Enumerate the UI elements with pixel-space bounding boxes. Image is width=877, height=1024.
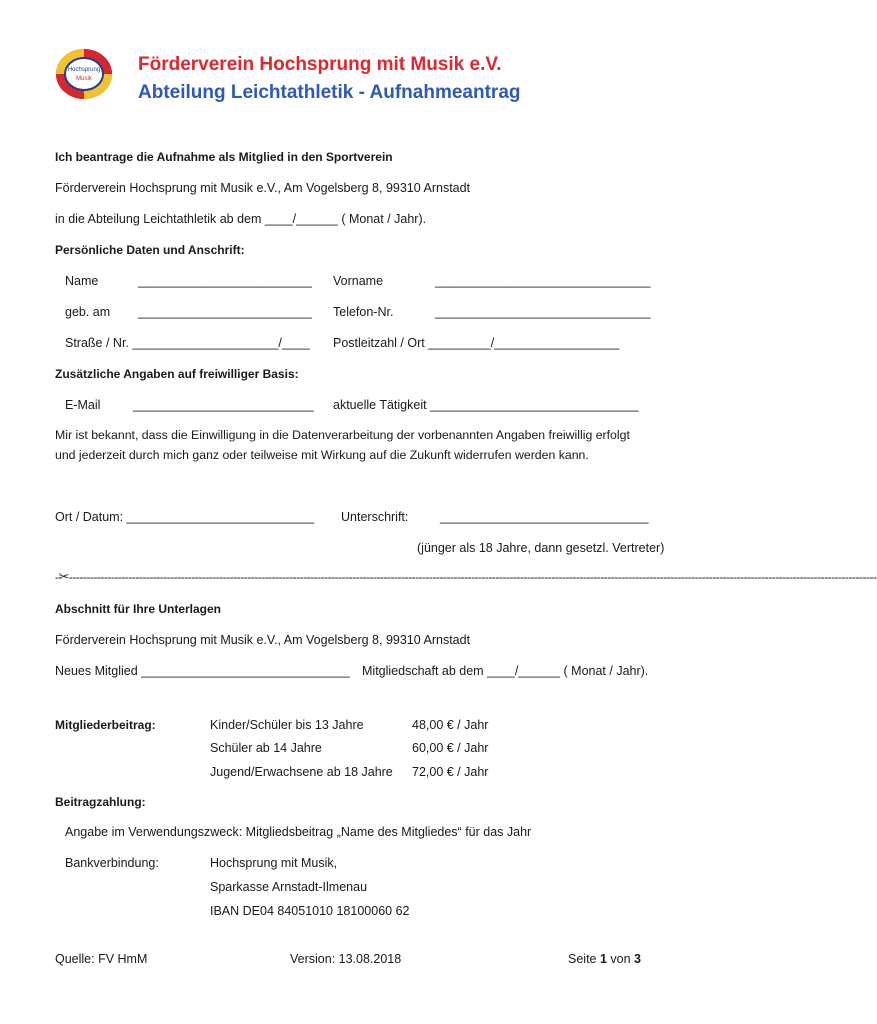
unterschrift-field[interactable]: ______________________________: [440, 510, 649, 524]
fee-amount-1: 48,00 € / Jahr: [412, 718, 489, 732]
title-form: Abteilung Leichtathletik - Aufnahmeantrag: [138, 82, 521, 103]
consent-line-1: Mir ist bekannt, dass die Einwilligung in die Datenverarbeitung der vorbenannten Angaben freiwillig erfolgt: [55, 428, 630, 442]
bank-iban: IBAN DE04 84051010 18100060 62: [210, 904, 410, 918]
title-club: Förderverein Hochsprung mit Musik e.V.: [138, 54, 502, 75]
cut-line-dashes: ---------------------------------------------------------------------------------------------------------------------------------------------------------------------------------------------------------------------------------------: [68, 570, 877, 584]
name-label: Name: [65, 274, 99, 288]
page-current: 1: [599, 952, 607, 966]
page-prefix: Seite: [568, 952, 600, 966]
fee-group-2: Schüler ab 14 Jahre: [210, 741, 322, 755]
page-total: 3: [634, 952, 641, 966]
telefon-field[interactable]: _______________________________: [435, 305, 651, 319]
logo-text-bottom: Musik: [76, 76, 92, 82]
fee-group-3: Jugend/Erwachsene ab 18 Jahre: [210, 765, 393, 779]
section2-club-address: Förderverein Hochsprung mit Musik e.V., Am Vogelsberg 8, 99310 Arnstadt: [55, 633, 471, 647]
unterschrift-label: Unterschrift:: [341, 510, 409, 524]
payment-purpose: Angabe im Verwendungszweck: Mitgliedsbeitrag „Name des Mitgliedes“ für das Jahr: [65, 825, 532, 839]
scissors-icon: ✂: [58, 570, 69, 585]
fee-amount-2: 60,00 € / Jahr: [412, 741, 489, 755]
payment-heading: Beitragzahlung:: [55, 795, 146, 809]
bank-line-2: Sparkasse Arnstadt-Ilmenau: [210, 880, 368, 894]
start-date-line[interactable]: in die Abteilung Leichtathletik ab dem ____/______ ( Monat / Jahr).: [55, 212, 427, 226]
logo-text-top: Hochsprung: [67, 67, 101, 73]
cut-line-prefix: -: [55, 570, 59, 584]
club-logo: [55, 48, 113, 100]
footer-version: Version: 13.08.2018: [290, 952, 402, 966]
geb-field[interactable]: _________________________: [138, 305, 312, 319]
application-heading: Ich beantrage die Aufnahme als Mitglied in den Sportverein: [55, 150, 393, 164]
cut-line: [55, 570, 877, 585]
ort-datum-field[interactable]: Ort / Datum: ___________________________: [55, 510, 315, 524]
email-label: E-Mail: [65, 398, 101, 412]
personal-heading: Persönliche Daten und Anschrift:: [55, 243, 245, 257]
consent-line-2: und jederzeit durch mich ganz oder teilweise mit Wirkung auf die Zukunft widerrufen werden kann.: [55, 448, 589, 462]
email-field[interactable]: __________________________: [133, 398, 314, 412]
footer-source: Quelle: FV HmM: [55, 952, 148, 966]
additional-heading: Zusätzliche Angaben auf freiwilliger Basis:: [55, 367, 299, 381]
taetigkeit-field[interactable]: aktuelle Tätigkeit ______________________________: [333, 398, 639, 412]
telefon-label: Telefon-Nr.: [333, 305, 394, 319]
name-field[interactable]: _________________________: [138, 274, 312, 288]
mitgliedschaft-field[interactable]: Mitgliedschaft ab dem ____/______ ( Monat / Jahr).: [362, 664, 649, 678]
neues-mitglied-field[interactable]: Neues Mitglied ______________________________: [55, 664, 350, 678]
vorname-field[interactable]: _______________________________: [435, 274, 651, 288]
bank-label: Bankverbindung:: [65, 856, 159, 870]
page-mid: von: [606, 952, 635, 966]
strasse-field[interactable]: Straße / Nr. _____________________/____: [65, 336, 310, 350]
plz-ort-field[interactable]: Postleitzahl / Ort _________/__________________: [333, 336, 620, 350]
bank-line-1: Hochsprung mit Musik,: [210, 856, 338, 870]
club-address: Förderverein Hochsprung mit Musik e.V., Am Vogelsberg 8, 99310 Arnstadt: [55, 181, 471, 195]
geb-label: geb. am: [65, 305, 111, 319]
fee-amount-3: 72,00 € / Jahr: [412, 765, 489, 779]
guardian-note: (jünger als 18 Jahre, dann gesetzl. Vertreter): [417, 541, 665, 555]
fee-group-1: Kinder/Schüler bis 13 Jahre: [210, 718, 364, 732]
vorname-label: Vorname: [333, 274, 384, 288]
fees-label: Mitgliederbeitrag:: [55, 718, 156, 732]
footer-page-number: [568, 952, 641, 966]
section2-heading: Abschnitt für Ihre Unterlagen: [55, 602, 222, 616]
